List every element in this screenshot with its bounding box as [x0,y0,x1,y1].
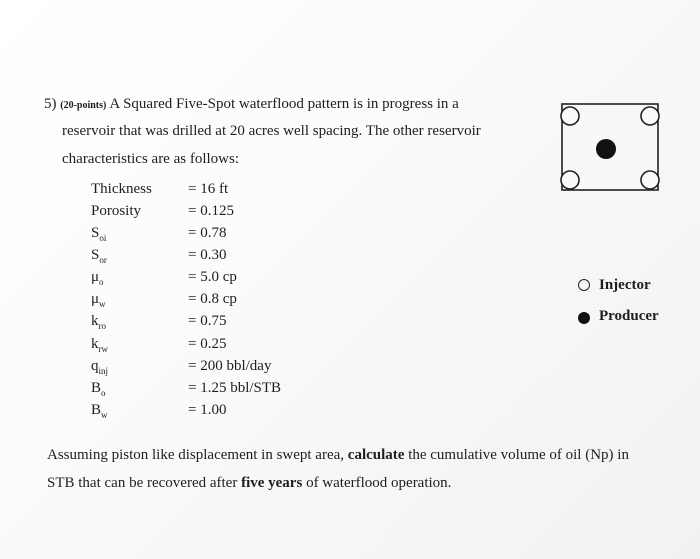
task-line1-pre: Assuming piston like displacement in swept area, [47,447,345,463]
property-value: = 200 bbl/day [188,358,272,374]
property-value: = 1.00 [188,402,227,418]
question-heading [44,95,459,115]
producer-filled-circle-icon [578,312,590,324]
task-line1-bold: calculate [347,447,405,463]
property-symbol: Porosity [91,203,142,219]
question-intro-line1: A Squared Five-Spot waterflood pattern is in progress in a [109,96,459,112]
task-line2-post: of waterflood operation. [306,475,452,491]
property-symbol: $S_{oi}$ [91,225,107,243]
property-symbol: $k_{rw}$ [91,336,108,354]
property-symbol-subscript: ro [98,321,106,331]
property-symbol: $S_{or}$ [91,247,107,265]
property-symbol: $B_o$ [91,380,106,398]
task-line2 [47,474,451,492]
property-value: = 0.75 [188,313,227,329]
injector-well-bottom-left-icon [561,171,579,189]
task-line2-bold: five years [241,475,303,491]
property-symbol: $\mu_w$ [91,291,106,309]
property-value: = 0.25 [188,336,227,352]
property-value: = 5.0 cp [188,269,237,285]
injector-well-bottom-right-icon [641,171,659,189]
five-spot-pattern-diagram [558,100,668,200]
property-value: = 0.78 [188,225,227,241]
property-symbol-subscript: oi [99,233,107,243]
task-line1-post: the cumulative volume of oil (Np) in [408,447,629,463]
property-symbol-subscript: o [99,277,104,287]
question-intro-line3: characteristics are as follows: [62,151,240,167]
property-symbol-subscript: inj [98,366,109,376]
property-symbol-subscript: w [99,299,106,309]
injector-open-circle-icon [578,279,590,291]
question-points: (20-points) [60,100,107,111]
legend-producer-label: Producer [599,308,659,324]
question-number: 5) [44,96,57,112]
property-value: = 16 ft [188,181,229,197]
property-symbol-subscript: w [101,410,108,420]
property-value: = 0.30 [188,247,227,263]
injector-well-top-left-icon [561,107,579,125]
property-value: = 0.8 cp [188,291,237,307]
question-intro-line2: reservoir that was drilled at 20 acres well spacing. The other reservoir [62,123,481,139]
property-symbol: $q_{inj}$ [91,358,109,376]
property-symbol: $B_w$ [91,402,108,420]
task-line2-pre: STB that can be recovered after [47,475,238,491]
property-value: = 1.25 bbl/STB [188,380,282,396]
property-symbol: Thickness [91,181,152,197]
injector-well-top-right-icon [641,107,659,125]
property-symbol-subscript: or [99,255,107,265]
property-symbol-subscript: rw [98,344,108,354]
property-symbol-subscript: o [101,388,106,398]
property-value: = 0.125 [188,203,234,219]
legend-injector-label: Injector [599,277,651,293]
producer-well-center-icon [596,139,616,159]
task-line1 [47,446,629,464]
property-symbol: $k_{ro}$ [91,313,106,331]
property-symbol: $\mu_o$ [91,269,104,287]
